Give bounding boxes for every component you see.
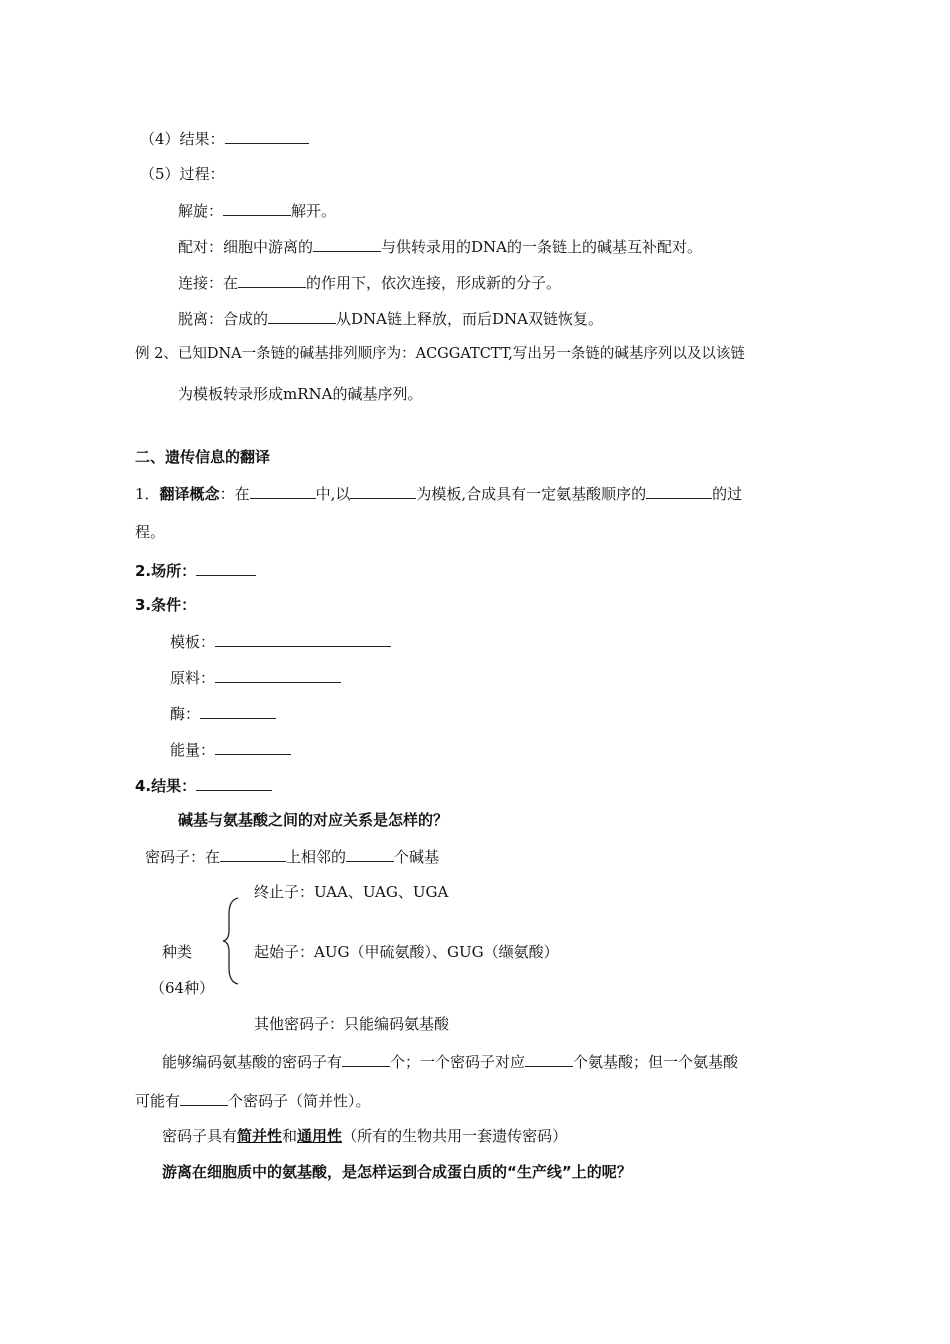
concept-line [135,483,742,504]
curly-brace-icon [220,896,242,986]
enzyme-label: 酶： [170,705,201,723]
codon-def-b: 上相邻的 [286,848,347,866]
unwind-line [178,200,336,221]
encoding-text-c: 个氨基酸；但一个氨基酸 [573,1053,739,1071]
unwind-text-a: 解旋： [178,202,224,220]
process-label: （5）过程： [140,165,225,183]
pair-text-a: 配对：细胞中游离的 [178,238,314,256]
link-line [178,272,561,293]
codon-question: 碱基与氨基酸之间的对应关系是怎样的？ [178,811,449,829]
example-line-2: 为模板转录形成mRNA的碱基序列。 [178,385,423,403]
site-label: 2.场所： [135,562,197,580]
translation-result-label: 4.结果： [135,777,197,795]
other-codons: 其他密码子：只能编码氨基酸 [254,1015,450,1033]
material-line [170,667,341,688]
pair-blank [313,236,381,252]
prop-text-a: 密码子具有 [162,1127,238,1145]
translation-result-blank [196,775,272,791]
section-heading: 二、遗传信息的翻译 [135,448,271,466]
concept-text-b: 中,以 [315,485,351,503]
encoding-line-2 [135,1090,371,1111]
material-label: 原料： [170,669,216,687]
link-blank [238,272,306,288]
energy-line [170,739,291,760]
unwind-blank [223,200,291,216]
prop-text-e: （所有的生物共用一套遗传密码） [342,1127,568,1145]
universality-term: 通用性 [297,1127,343,1145]
codon-def-blank-1 [220,846,286,862]
start-codons: 起始子：AUG（甲硫氨酸）、GUG（缬氨酸） [254,943,559,961]
site-line [135,560,256,581]
release-text-a: 脱离：合成的 [178,310,269,328]
encoding-blank-3 [180,1090,228,1106]
example-line-1: 例 2、已知DNA一条链的碱基排列顺序为：ACGGATCTT,写出另一条链的碱基序列以及以该链 [135,346,745,362]
codon-kind-label: 种类 [162,943,193,961]
release-line [178,308,603,329]
encoding-text-e: 个密码子（简并性）。 [228,1092,371,1110]
template-blank [215,631,391,647]
concept-blank-1 [250,483,316,499]
link-text-a: 连接：在 [178,274,239,292]
unwind-text-b: 解开。 [291,202,337,220]
result-label: （4）结果： [140,130,225,148]
encoding-blank-2 [525,1051,573,1067]
energy-label: 能量： [170,741,216,759]
final-question: 游离在细胞质中的氨基酸，是怎样运到合成蛋白质的“生产线”上的呢？ [162,1163,632,1181]
enzyme-blank [200,703,276,719]
concept-text-a: ：在 [219,485,250,503]
material-blank [215,667,341,683]
result-line [140,128,309,149]
enzyme-line [170,703,276,724]
link-text-b: 的作用下，依次连接，形成新的分子。 [306,274,562,292]
site-blank [196,560,256,576]
condition-label: 3.条件： [135,596,197,614]
encoding-line-1 [162,1051,738,1072]
codon-properties [162,1126,567,1146]
encoding-text-a: 能够编码氨基酸的密码子有 [162,1053,343,1071]
concept-text-c: 为模板,合成具有一定氨基酸顺序的 [416,485,647,503]
pair-text-b: 与供转录用的DNA的一条链上的碱基互补配对。 [381,238,703,256]
concept-blank-2 [350,483,416,499]
encoding-text-b: 个；一个密码子对应 [390,1053,526,1071]
concept-num: 1． [135,485,160,503]
concept-label: 翻译概念 [159,485,220,503]
encoding-text-d: 可能有 [135,1092,181,1110]
template-line [170,631,391,652]
codon-count: （64种） [150,979,215,997]
pair-line [178,236,702,257]
codon-def-blank-2 [346,846,394,862]
translation-result-line [135,775,272,796]
encoding-blank-1 [342,1051,390,1067]
degeneracy-term: 简并性 [237,1127,283,1145]
codon-definition [145,846,439,867]
release-text-b: 从DNA链上释放，而后DNA双链恢复。 [336,310,603,328]
stop-codons: 终止子：UAA、UAG、UGA [254,883,449,901]
concept-line-2: 程。 [135,523,166,541]
concept-blank-3 [646,483,712,499]
energy-blank [215,739,291,755]
codon-def-c: 个碱基 [394,848,440,866]
release-blank [268,308,336,324]
concept-text-d: 的过 [712,485,743,503]
codon-def-a: 密码子：在 [145,848,221,866]
result-blank [225,128,309,144]
prop-text-c: 和 [282,1127,298,1145]
template-label: 模板： [170,633,216,651]
